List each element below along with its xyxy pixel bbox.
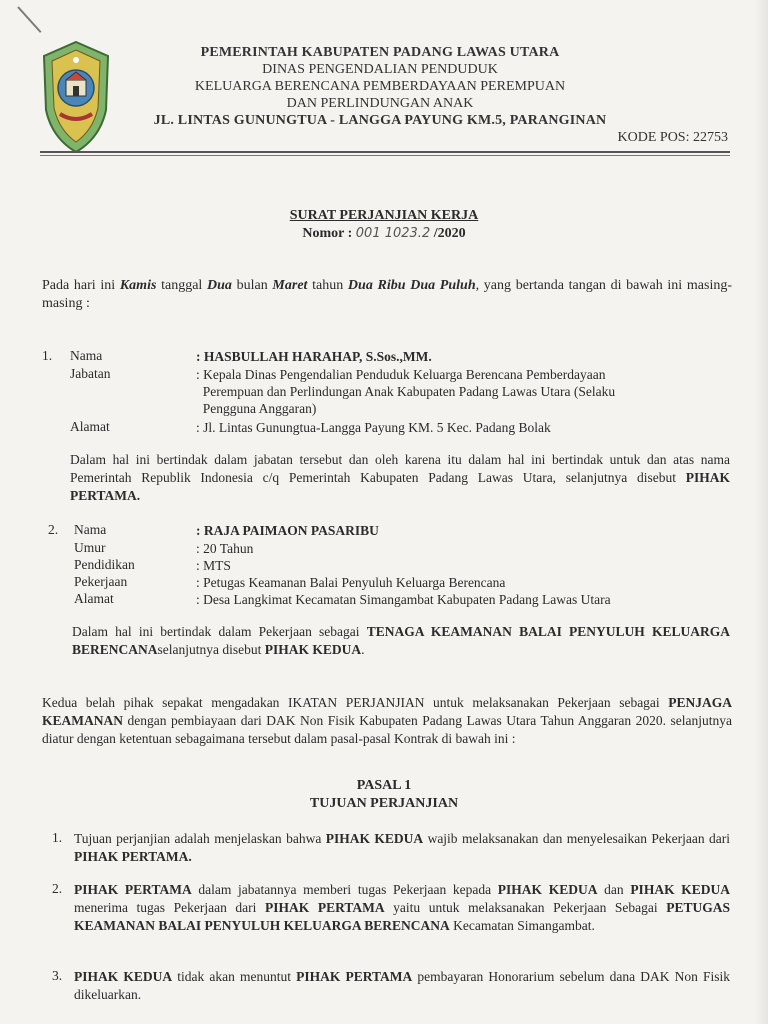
party-2-address-value: : Desa Langkimat Kecamatan Simangambat Kabupaten Padang Lawas Utara [196, 592, 611, 607]
party-2-name-value: : RAJA PAIMAON PASARIBU [196, 523, 379, 538]
letterhead-line-3: KELUARGA BERENCANA PEMBERDAYAAN PEREMPUAN [194, 79, 566, 94]
article-item-3: PIHAK KEDUA tidak akan menuntut PIHAK PERTAMA pembayaran Honorarium sebelum dana DAK Non Fisik dikeluarkan. [74, 969, 730, 1002]
party-2-description: Dalam hal ini bertindak dalam Pekerjaan sebagai TENAGA KEAMANAN BALAI PENYULUH KELUARGA BERENCANAselanjutnya disebut PIHAK KEDUA. [72, 624, 730, 657]
handwritten-number: 001 1023.2 [355, 226, 431, 241]
party-2-name-label: Nama [74, 522, 107, 537]
party-2-education-value: : MTS [196, 558, 231, 573]
party-1-position-label: Jabatan [70, 366, 111, 381]
header-rule-thin [40, 155, 730, 156]
article-subheading: TUJUAN PERJANJIAN [309, 796, 459, 811]
party-2-education-label: Pendidikan [74, 557, 135, 572]
letterhead [120, 44, 640, 129]
party-2-occupation-value: : Petugas Keamanan Balai Penyuluh Keluarga Berencana [196, 575, 506, 590]
party-1-number: 1. [42, 348, 53, 363]
regency-emblem-icon [40, 40, 112, 160]
header-rule-thick [40, 151, 730, 153]
party-2-age-value: : 20 Tahun [196, 541, 254, 556]
letterhead-address: JL. LINTAS GUNUNGTUA - LANGGA PAYUNG KM.5, PARANGINAN [153, 113, 607, 128]
party-1-name-value: : HASBULLAH HARAHAP, S.Sos.,MM. [196, 349, 432, 364]
letterhead-line-4: DAN PERLINDUNGAN ANAK [286, 96, 474, 111]
party-1-description: Dalam hal ini bertindak dalam jabatan tersebut dan oleh karena itu dalam hal ini bertindak untuk dan atas nama Pemerintah Republik Indonesia c/q Pemerintah Kabupaten Padang Lawas Utara, selanjutnya disebut PIHAK PERTAMA. [70, 452, 730, 503]
party-1-address-value: : Jl. Lintas Gunungtua-Langga Payung KM. 5 Kec. Padang Bolak [196, 420, 551, 435]
party-1-address-label: Alamat [70, 419, 110, 434]
party-2-number: 2. [48, 522, 59, 537]
party-2-occupation-label: Pekerjaan [74, 574, 128, 589]
article-item-3-number: 3. [52, 968, 63, 983]
letterhead-line-2: DINAS PENGENDALIAN PENDUDUK [262, 62, 498, 77]
document-number: Nomor : 001 1023.2 /2020 [302, 226, 466, 241]
agreement-paragraph: Kedua belah pihak sepakat mengadakan IKATAN PERJANJIAN untuk melaksanakan Pekerjaan sebagai PENJAGA KEAMANAN dengan pembiayaan dari DAK Non Fisik Kabupaten Padang Lawas Utara Tahun Anggaran 2020. selanjutnya diatur dengan ketentuan sebagaimana tersebut dalam pasal-pasal Kontrak di bawah ini : [42, 695, 732, 746]
intro-paragraph: Pada hari ini Kamis tanggal Dua bulan Maret tahun Dua Ribu Dua Puluh, yang bertanda tangan di bawah ini masing-masing : [42, 278, 732, 311]
party-2-address-label: Alamat [74, 591, 114, 606]
scan-edge-shadow [754, 0, 768, 1024]
article-item-1-number: 1. [52, 830, 63, 845]
paper-crease [17, 6, 41, 33]
party-1-name-label: Nama [70, 348, 103, 363]
article-item-2-number: 2. [52, 881, 63, 896]
article-heading: PASAL 1 [356, 778, 412, 793]
party-1-position-value: : Kepala Dinas Pengendalian Penduduk Keluarga Berencana Pemberdayaan Perempuan dan Perlindungan Anak Kabupaten Padang Lawas Utara (Selaku Pengguna Anggaran) [196, 367, 616, 416]
document-title: SURAT PERJANJIAN KERJA [289, 208, 479, 223]
letterhead-line-1: PEMERINTAH KABUPATEN PADANG LAWAS UTARA [200, 45, 560, 60]
article-item-1: Tujuan perjanjian adalah menjelaskan bahwa PIHAK KEDUA wajib melaksanakan dan menyelesaikan Pekerjaan dari PIHAK PERTAMA. [74, 831, 730, 864]
party-2-age-label: Umur [74, 540, 106, 555]
postal-code: KODE POS: 22753 [617, 130, 728, 145]
article-item-2: PIHAK PERTAMA dalam jabatannya memberi tugas Pekerjaan kepada PIHAK KEDUA dan PIHAK KEDUA menerima tugas Pekerjaan dari PIHAK PERTAMA yaitu untuk melaksanakan Pekerjaan Sebagai PETUGAS KEAMANAN BALAI PENYULUH KELUARGA BERENCANA Kecamatan Simangambat. [74, 882, 731, 933]
